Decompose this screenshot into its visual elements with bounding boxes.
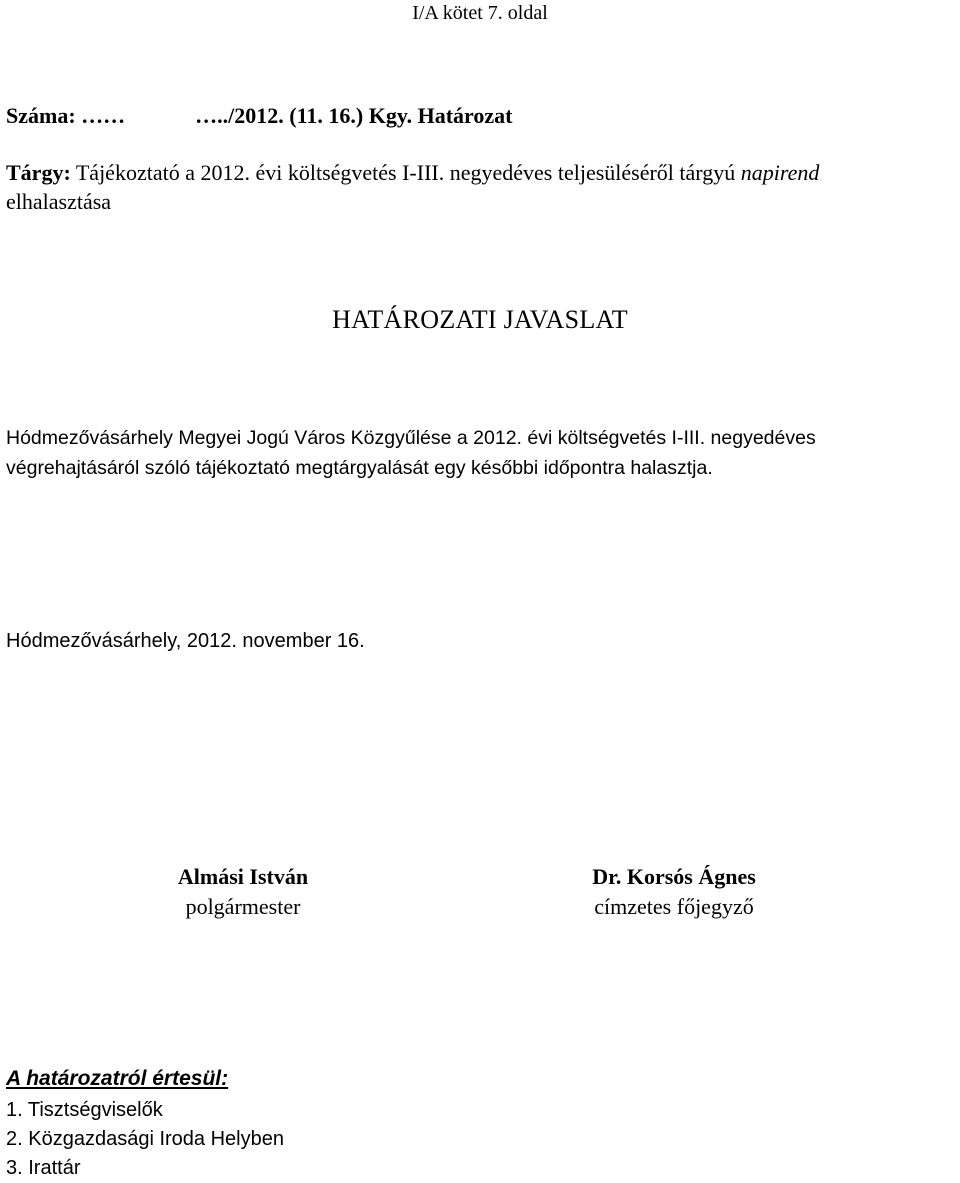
number-label: Száma: …… xyxy=(6,103,126,128)
signature-block-notary xyxy=(524,862,824,922)
number-suffix: …../2012. (11. 16.) Kgy. Határozat xyxy=(195,103,513,128)
signature-title: címzetes főjegyző xyxy=(594,894,754,919)
subject-label: Tárgy: xyxy=(6,160,71,185)
document-heading: HATÁROZATI JAVASLAT xyxy=(332,305,628,334)
resolution-number-line xyxy=(6,103,513,129)
place-date: Hódmezővásárhely, 2012. november 16. xyxy=(6,630,365,652)
list-item: 3. Irattár xyxy=(6,1157,81,1179)
signature-block-mayor xyxy=(93,862,393,922)
notify-list xyxy=(6,1096,284,1183)
page-header: I/A kötet 7. oldal xyxy=(412,2,548,24)
body-text-line-2: végrehajtásáról szóló tájékoztató megtárgyalását egy későbbi időpontra halasztja. xyxy=(6,457,713,479)
notify-title: A határozatról értesül: xyxy=(6,1067,229,1090)
body-text-line-1: Hódmezővásárhely Megyei Jogú Város Közgyűlése a 2012. évi költségvetés I-III. negyedéves xyxy=(6,427,816,449)
subject-text: Tájékoztató a 2012. évi költségvetés I-III. negyedéves teljesüléséről tárgyú xyxy=(70,160,741,185)
signature-title: polgármester xyxy=(185,894,301,919)
subject-line xyxy=(6,160,819,186)
subject-italic: napirend xyxy=(740,160,820,185)
signature-name: Dr. Korsós Ágnes xyxy=(592,864,756,889)
list-item: 1. Tisztségviselők xyxy=(6,1099,163,1121)
list-item: 2. Közgazdasági Iroda Helyben xyxy=(6,1128,284,1150)
subject-continuation: elhalasztása xyxy=(6,189,112,214)
signature-name: Almási István xyxy=(177,864,309,889)
